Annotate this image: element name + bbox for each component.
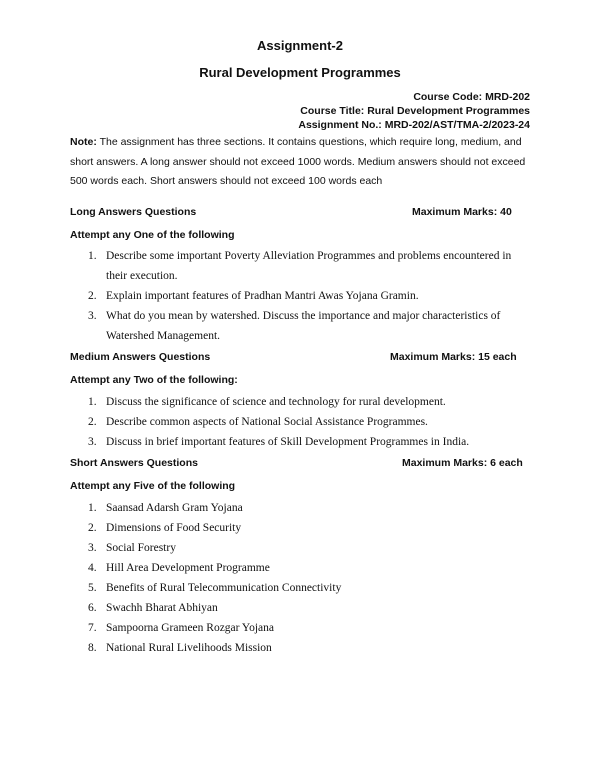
item-number: 2. [88, 522, 97, 534]
item-text: Discuss in brief important features of Skill Development Programmes in India. [106, 436, 470, 448]
note-paragraph [70, 133, 532, 192]
short-instruction: Attempt any Five of the following [70, 480, 236, 492]
long-heading: Long Answers Questions [70, 206, 197, 218]
short-section-header [70, 457, 532, 469]
item-number: 2. [88, 290, 97, 302]
long-question-list [88, 246, 528, 346]
list-item [88, 286, 528, 306]
item-number: 3. [88, 542, 97, 554]
item-number: 1. [88, 502, 97, 514]
list-item [88, 638, 528, 658]
item-number: 1. [88, 396, 97, 408]
item-number: 2. [88, 416, 97, 428]
long-instruction: Attempt any One of the following [70, 229, 235, 241]
medium-question-list [88, 392, 528, 452]
item-text: Hill Area Development Programme [106, 562, 270, 574]
list-item [88, 618, 528, 638]
item-text: Benefits of Rural Telecommunication Connectivity [106, 582, 342, 594]
item-text: Describe common aspects of National Social Assistance Programmes. [106, 416, 428, 428]
list-item [88, 306, 528, 346]
list-item [88, 578, 528, 598]
short-question-list [88, 498, 528, 658]
list-item [88, 558, 528, 578]
item-text: Dimensions of Food Security [106, 522, 242, 534]
list-item [88, 392, 528, 412]
item-text: Describe some important Poverty Alleviation Programmes and problems encountered in their execution. [106, 250, 512, 282]
page-title: Rural Development Programmes [199, 65, 401, 80]
item-number: 3. [88, 310, 97, 322]
item-number: 4. [88, 562, 97, 574]
item-text: National Rural Livelihoods Mission [106, 642, 272, 654]
item-number: 5. [88, 582, 97, 594]
note-text: The assignment has three sections. It contains questions, which require long, medium, and short answers. A long answer should not exceed 1000 words. Medium answers should not exceed 500 words each. Short answers should not exceed 100 words each [70, 136, 526, 187]
item-text: Sampoorna Grameen Rozgar Yojana [106, 622, 274, 634]
course-title: Course Title: Rural Development Programmes [300, 105, 530, 117]
list-item [88, 518, 528, 538]
list-item [88, 538, 528, 558]
medium-marks: Maximum Marks: 15 each [390, 351, 517, 363]
long-marks: Maximum Marks: 40 [412, 206, 512, 218]
medium-section-header [70, 351, 532, 363]
item-number: 3. [88, 436, 97, 448]
item-text: What do you mean by watershed. Discuss the importance and major characteristics of Watershed Management. [106, 310, 501, 342]
list-item [88, 432, 528, 452]
list-item [88, 246, 528, 286]
course-code: Course Code: MRD-202 [413, 91, 530, 103]
list-item [88, 498, 528, 518]
item-number: 8. [88, 642, 97, 654]
item-text: Discuss the significance of science and technology for rural development. [106, 396, 446, 408]
item-number: 6. [88, 602, 97, 614]
item-text: Saansad Adarsh Gram Yojana [106, 502, 243, 514]
long-section-header [70, 206, 532, 218]
item-text: Swachh Bharat Abhiyan [106, 602, 218, 614]
note-label: Note: [70, 136, 97, 148]
item-text: Social Forestry [106, 542, 176, 554]
item-number: 1. [88, 250, 97, 262]
short-marks: Maximum Marks: 6 each [402, 457, 523, 469]
short-heading: Short Answers Questions [70, 457, 198, 469]
medium-heading: Medium Answers Questions [70, 351, 211, 363]
list-item [88, 412, 528, 432]
assignment-number: Assignment No.: MRD-202/AST/TMA-2/2023-24 [298, 119, 530, 131]
item-text: Explain important features of Pradhan Mantri Awas Yojana Gramin. [106, 290, 419, 302]
medium-instruction: Attempt any Two of the following: [70, 374, 238, 386]
assignment-label: Assignment-2 [257, 38, 343, 53]
item-number: 7. [88, 622, 97, 634]
list-item [88, 598, 528, 618]
